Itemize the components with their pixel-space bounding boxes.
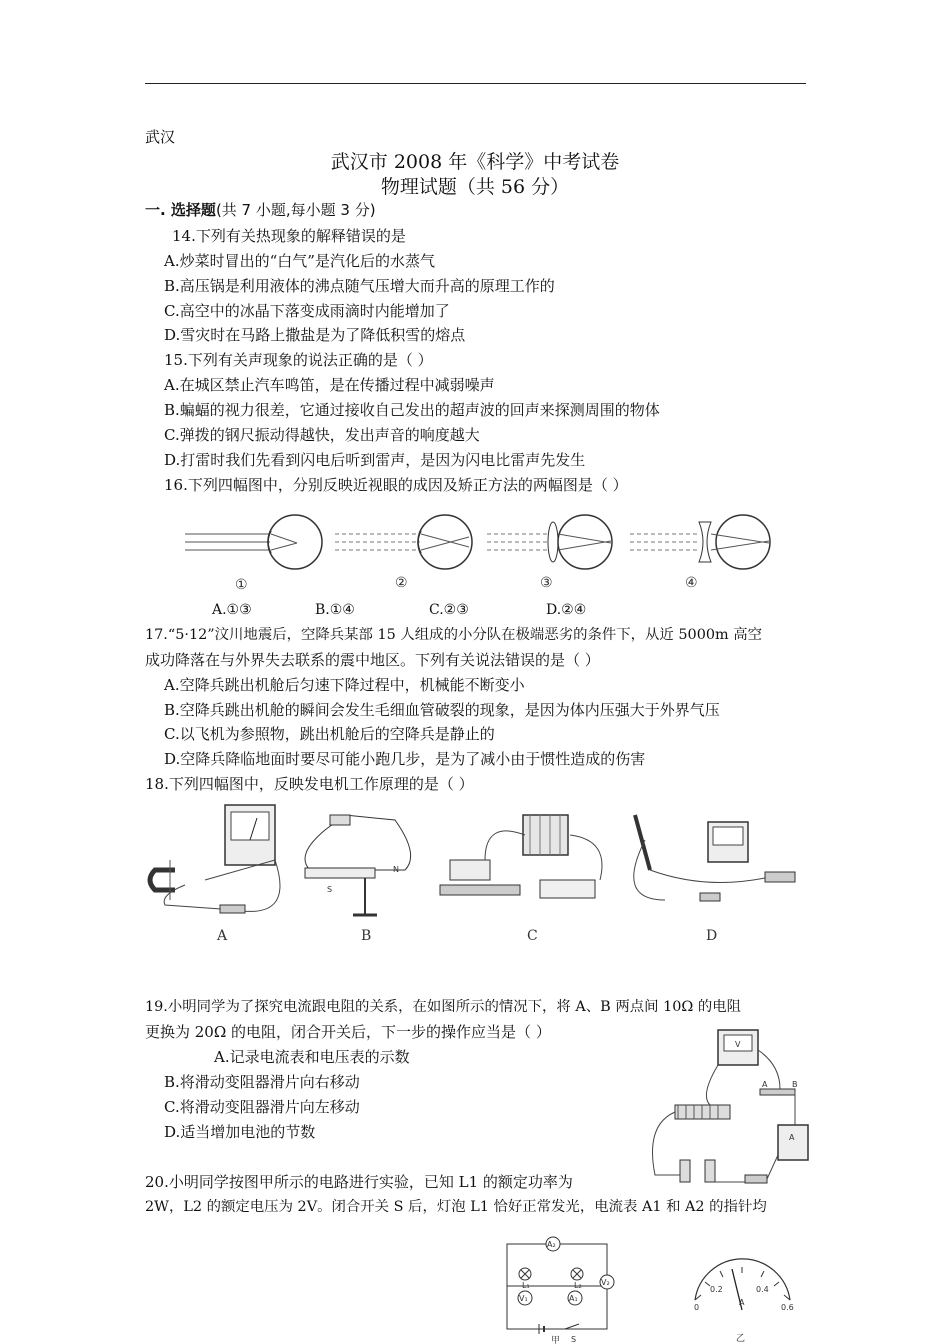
eye-figure-2	[335, 515, 472, 569]
q14-option-b: B.高压锅是利用液体的沸点随气压增大而升高的原理工作的	[164, 277, 555, 295]
q18-figure-label-d: D	[706, 928, 718, 944]
q18-figure-c	[440, 815, 602, 898]
q14-option-c: C.高空中的冰晶下落变成雨滴时内能增加了	[164, 302, 450, 320]
q15-option-d: D.打雷时我们先看到闪电后听到雷声，是因为闪电比雷声先发生	[164, 451, 586, 469]
svg-text:A₂: A₂	[547, 1240, 556, 1249]
q20-stem-line2: 2W，L2 的额定电压为 2V。闭合开关 S 后，灯泡 L1 恰好正常发光，电流表 A1 和 A2 的指针均	[145, 1199, 767, 1215]
q15-option-a: A.在城区禁止汽车鸣笛，是在传播过程中减弱噪声	[164, 376, 495, 394]
q19-option-d: D.适当增加电池的节数	[164, 1123, 316, 1141]
q20-stem-line1: 20.小明同学按图甲所示的电路进行实验，已知 L1 的额定功率为	[145, 1173, 573, 1191]
q17-option-d: D.空降兵降临地面时要尽可能小跑几步，是为了减小由于惯性造成的伤害	[164, 750, 646, 768]
svg-text:A: A	[762, 1080, 768, 1089]
svg-text:V: V	[735, 1040, 741, 1049]
eye-figure-3	[487, 515, 612, 569]
q19-circuit-figure	[640, 1025, 810, 1190]
q16-figure-label-1: ①	[235, 577, 248, 593]
header-city: 武汉	[145, 128, 176, 146]
section-heading	[145, 201, 376, 219]
svg-text:0.6: 0.6	[781, 1303, 794, 1312]
q19-option-c: C.将滑动变阻器滑片向左移动	[164, 1098, 360, 1116]
q17-option-a: A.空降兵跳出机舱后匀速下降过程中，机械能不断变小	[164, 676, 525, 694]
svg-text:S: S	[327, 885, 333, 894]
q18-figure-label-c: C	[527, 928, 538, 944]
q17-option-c: C.以飞机为参照物，跳出机舱后的空降兵是静止的	[164, 725, 495, 743]
section-prefix: 一.	[145, 201, 171, 219]
q19-stem-line2: 更换为 20Ω 的电阻，闭合开关后，下一步的操作应当是（ ）	[145, 1023, 551, 1041]
q18-figure-label-a: A	[217, 928, 228, 944]
q15-option-b: B.蝙蝠的视力很差，它通过接收自己发出的超声波的回声来探测周围的物体	[164, 401, 660, 419]
q18-apparatus-figures	[145, 800, 810, 950]
q14-option-a: A.炒菜时冒出的“白气”是汽化后的水蒸气	[164, 252, 435, 270]
svg-text:0.2: 0.2	[710, 1285, 723, 1294]
q16-option-c: C.②③	[429, 602, 469, 618]
q14-stem: 14.下列有关热现象的解释错误的是	[172, 227, 406, 245]
q18-figure-b	[305, 815, 411, 915]
svg-text:A: A	[739, 1298, 745, 1307]
svg-text:B: B	[792, 1080, 798, 1089]
q17-option-b: B.空降兵跳出机舱的瞬间会发生毛细血管破裂的现象，是因为体内压强大于外界气压	[164, 701, 720, 719]
svg-text:L₁: L₁	[522, 1281, 530, 1290]
q17-stem-line1: 17.“5·12”汶川地震后，空降兵某部 15 人组成的小分队在极端恶劣的条件下，从近 5000m 高空	[145, 627, 763, 643]
q18-figure-d	[634, 815, 795, 901]
svg-text:S: S	[571, 1335, 577, 1344]
q16-figure-label-3: ③	[540, 575, 553, 591]
section-label: 选择题	[170, 201, 216, 219]
q16-option-d: D.②④	[546, 602, 587, 618]
svg-text:V₁: V₁	[519, 1294, 528, 1303]
q15-option-c: C.弹拨的钢尺振动得越快，发出声音的响度越大	[164, 426, 480, 444]
svg-text:L₂: L₂	[574, 1281, 582, 1290]
q19-option-a: A.记录电流表和电压表的示数	[214, 1048, 410, 1066]
q16-stem: 16.下列四幅图中，分别反映近视眼的成因及矫正方法的两幅图是（ ）	[164, 476, 628, 494]
eye-figure-1	[185, 515, 322, 569]
q16-figure-label-4: ④	[685, 575, 698, 591]
q19-option-b: B.将滑动变阻器滑片向右移动	[164, 1073, 360, 1091]
q16-option-b: B.①④	[315, 602, 355, 618]
svg-text:A₁: A₁	[569, 1294, 578, 1303]
q18-figure-a	[150, 805, 280, 913]
q19-stem-line1: 19.小明同学为了探究电流跟电阻的关系，在如图所示的情况下，将 A、B 两点间 10Ω 的电阻	[145, 999, 742, 1015]
q18-figure-label-b: B	[361, 928, 372, 944]
svg-text:A: A	[789, 1133, 795, 1142]
q20-figure-label-yi: 乙	[736, 1334, 746, 1344]
q20-figure-label-jia: 甲	[551, 1336, 561, 1344]
q16-option-a: A.①③	[212, 602, 252, 618]
svg-text:N: N	[393, 865, 399, 874]
svg-text:0: 0	[694, 1303, 700, 1312]
svg-text:0.4: 0.4	[756, 1285, 769, 1294]
svg-text:V₂: V₂	[601, 1278, 610, 1287]
header-rule	[145, 83, 806, 84]
q15-stem: 15.下列有关声现象的说法正确的是（ ）	[164, 351, 433, 369]
q20-ammeter-dial-yi	[680, 1255, 805, 1344]
eye-figure-4	[630, 515, 770, 569]
section-detail: (共 7 小题,每小题 3 分)	[215, 201, 376, 219]
q16-eye-figures	[175, 507, 795, 595]
q17-stem-line2: 成功降落在与外界失去联系的震中地区。下列有关说法错误的是（ ）	[145, 651, 600, 669]
q14-option-d: D.雪灾时在马路上撒盐是为了降低积雪的熔点	[164, 326, 466, 344]
q18-stem: 18.下列四幅图中，反映发电机工作原理的是（ ）	[145, 775, 474, 793]
exam-title: 武汉市 2008 年《科学》中考试卷	[330, 151, 620, 173]
q20-circuit-jia	[495, 1232, 630, 1344]
exam-subtitle: 物理试题（共 56 分）	[380, 176, 570, 198]
q16-figure-label-2: ②	[395, 575, 408, 591]
